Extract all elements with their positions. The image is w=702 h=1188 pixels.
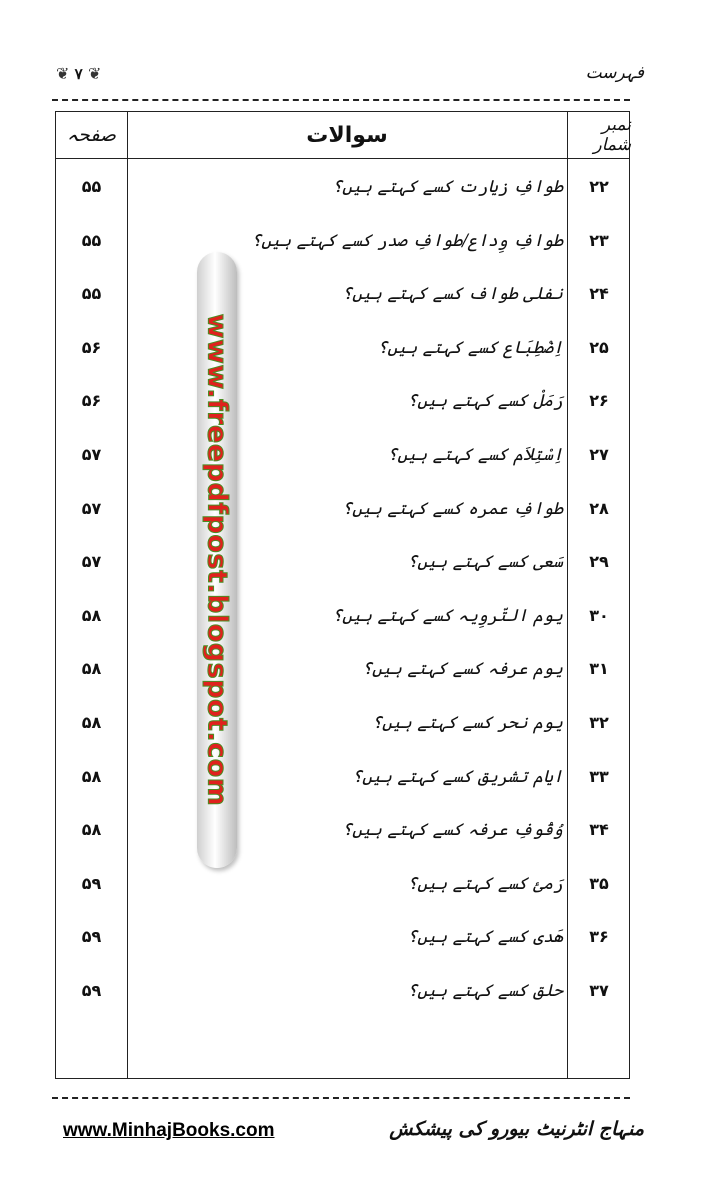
table-row bbox=[56, 160, 629, 213]
row-question: طوافِ وِداع/طوافِ صدر کسے کہتے ہیں؟ bbox=[251, 230, 563, 251]
row-number: ۳۷ bbox=[589, 981, 609, 1000]
row-page: ۵۹ bbox=[81, 927, 102, 947]
website-link[interactable]: www.MinhajBooks.com bbox=[63, 1120, 275, 1141]
table-row bbox=[56, 750, 629, 803]
row-page: ۵۸ bbox=[81, 659, 102, 679]
table-row bbox=[56, 321, 629, 374]
table-row bbox=[56, 589, 629, 642]
row-page: ۵۵ bbox=[81, 177, 102, 196]
row-page: ۵۷ bbox=[81, 498, 102, 518]
row-question: ایام تشریق کسے کہتے ہیں؟ bbox=[352, 766, 563, 787]
header-divider bbox=[52, 99, 630, 101]
row-number: ۳۶ bbox=[589, 927, 609, 947]
row-question: رَمیٔ کسے کہتے ہیں؟ bbox=[407, 873, 563, 894]
row-page: ۵۵ bbox=[81, 284, 102, 304]
table-row bbox=[56, 535, 629, 588]
row-question: وُقُوفِ عرفہ کسے کہتے ہیں؟ bbox=[342, 820, 563, 841]
row-page: ۵۶ bbox=[81, 337, 102, 357]
row-number: ۳۵ bbox=[589, 873, 609, 893]
row-number: ۲۲ bbox=[589, 177, 609, 196]
table-row bbox=[56, 267, 629, 320]
row-number: ۲۷ bbox=[589, 445, 609, 464]
row-page: ۵۵ bbox=[81, 230, 102, 250]
row-question: طوافِ زیارت کسے کہتے ہیں؟ bbox=[332, 177, 563, 197]
row-page: ۵۸ bbox=[81, 820, 102, 840]
table-row bbox=[56, 964, 629, 1017]
row-question: حلق کسے کہتے ہیں؟ bbox=[407, 981, 563, 1001]
row-question: طوافِ عمرہ کسے کہتے ہیں؟ bbox=[342, 498, 563, 519]
page-title: فہرست bbox=[585, 63, 644, 83]
row-page: ۵۹ bbox=[81, 981, 102, 1000]
table-row bbox=[56, 803, 629, 856]
row-number: ۲۶ bbox=[589, 391, 609, 411]
row-question: رَمَلْ کسے کہتے ہیں؟ bbox=[407, 391, 563, 412]
table-row bbox=[56, 428, 629, 481]
row-page: ۵۷ bbox=[81, 445, 102, 464]
row-page: ۵۶ bbox=[81, 391, 102, 411]
row-number: ۲۳ bbox=[589, 230, 609, 250]
ornament-left-icon: ❦ bbox=[87, 64, 102, 83]
row-question: یوم نحر کسے کہتے ہیں؟ bbox=[372, 713, 563, 733]
row-question: سَعی کسے کہتے ہیں؟ bbox=[407, 552, 563, 573]
row-page: ۵۸ bbox=[81, 713, 102, 732]
table-row bbox=[56, 857, 629, 910]
watermark-banner bbox=[197, 252, 237, 868]
row-number: ۳۳ bbox=[589, 766, 609, 786]
row-question: یوم التّروِیہ کسے کہتے ہیں؟ bbox=[332, 605, 563, 626]
row-page: ۵۸ bbox=[81, 766, 102, 786]
row-number: ۳۰ bbox=[589, 605, 609, 625]
page-number bbox=[56, 64, 101, 83]
row-number: ۳۱ bbox=[589, 659, 609, 679]
table-row bbox=[56, 214, 629, 267]
row-question: اِسْتِلاَم کسے کہتے ہیں؟ bbox=[387, 445, 563, 465]
row-number: ۲۵ bbox=[589, 337, 609, 357]
row-number: ۲۸ bbox=[589, 498, 609, 518]
footer-divider bbox=[52, 1097, 630, 1099]
header-row-divider bbox=[56, 158, 629, 159]
contents-table bbox=[55, 111, 630, 1079]
row-number: ۳۲ bbox=[589, 713, 609, 732]
footer-credit: منہاج انٹرنیٹ بیورو کی پیشکش bbox=[389, 1118, 644, 1140]
page-number-value: ۷ bbox=[74, 65, 83, 83]
row-number: ۲۹ bbox=[589, 552, 609, 572]
row-question: نفلی طواف کسے کہتے ہیں؟ bbox=[342, 284, 563, 305]
row-question: ھَدی کسے کہتے ہیں؟ bbox=[407, 927, 563, 948]
watermark-text: www.freepdfpost.blogspot.com bbox=[201, 313, 233, 807]
header-page: صفحہ bbox=[66, 124, 117, 146]
row-page: ۵۸ bbox=[81, 605, 102, 625]
row-number: ۲۴ bbox=[589, 284, 609, 304]
row-page: ۵۷ bbox=[81, 552, 102, 572]
table-row bbox=[56, 696, 629, 749]
row-question: اِضْطِبَاع کسے کہتے ہیں؟ bbox=[377, 337, 563, 358]
row-question: یوم عرفہ کسے کہتے ہیں؟ bbox=[362, 659, 563, 680]
row-number: ۳۴ bbox=[589, 820, 609, 840]
table-row bbox=[56, 374, 629, 427]
header-number: نمبر شمار bbox=[593, 115, 631, 155]
table-row bbox=[56, 642, 629, 695]
header-questions: سوالات bbox=[306, 122, 388, 148]
ornament-right-icon: ❦ bbox=[56, 64, 70, 83]
table-row bbox=[56, 910, 629, 963]
table-row bbox=[56, 482, 629, 535]
row-page: ۵۹ bbox=[81, 873, 102, 893]
